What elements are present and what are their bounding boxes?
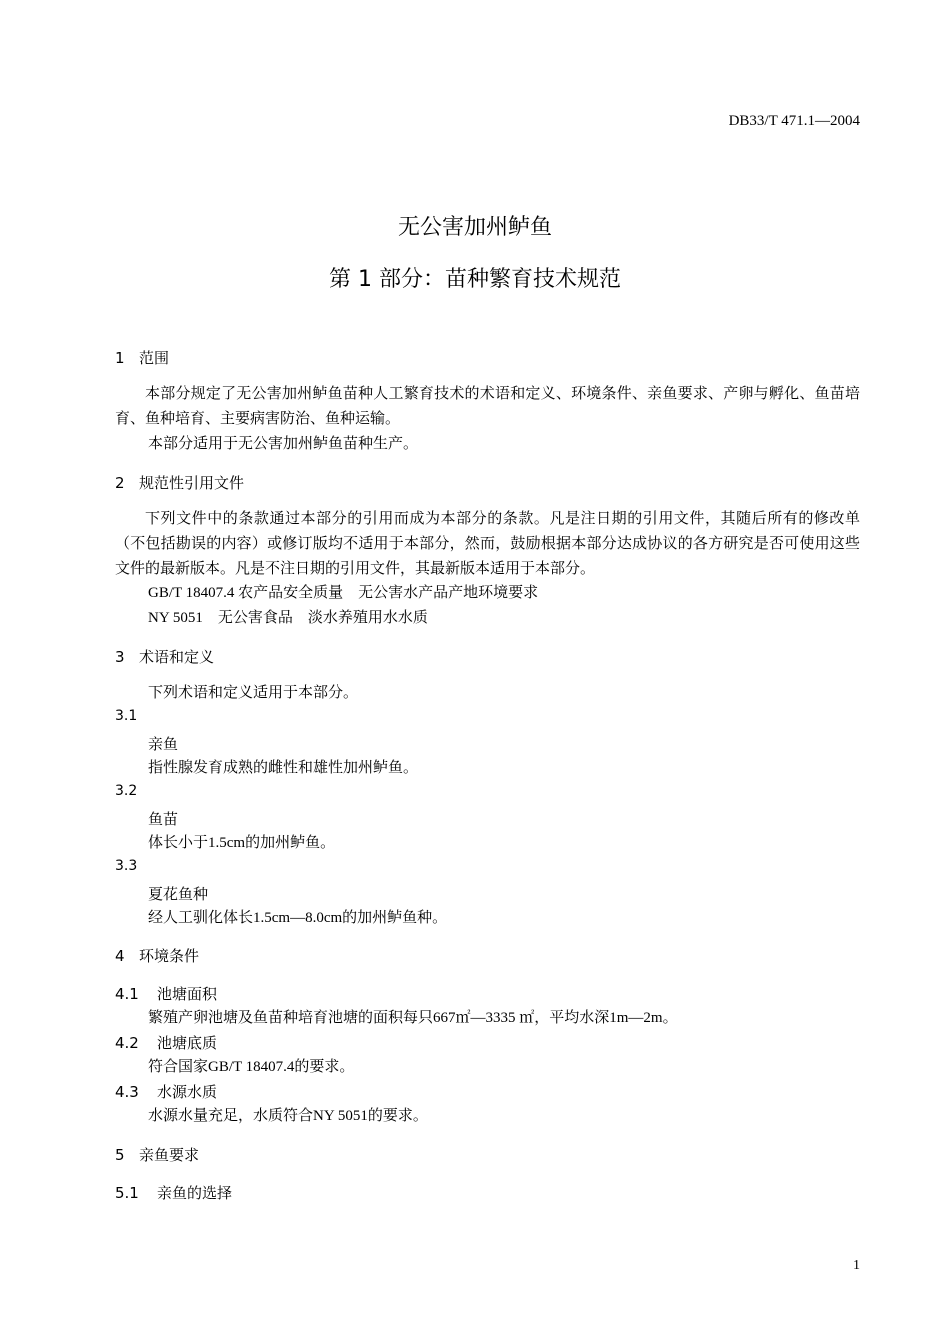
term-number: 3.3 (115, 858, 138, 874)
section-title: 术语和定义 (139, 648, 215, 666)
clause-text: 水源水量充足，水质符合NY 5051的要求。 (148, 1108, 428, 1124)
section-number: 2 (115, 474, 125, 492)
section-number: 3 (115, 648, 125, 666)
clause-title: 池塘底质 (157, 1034, 218, 1052)
section-number: 5 (115, 1146, 125, 1164)
section-heading-broodstock (115, 1144, 199, 1165)
term-definition: 体长小于1.5cm的加州鲈鱼。 (148, 835, 336, 851)
document-subtitle: 第 1 部分：苗种繁育技术规范 (329, 267, 621, 292)
clause-text: 符合国家GB/T 18407.4的要求。 (148, 1059, 355, 1075)
section-title: 规范性引用文件 (139, 474, 245, 492)
scope-paragraph: 本部分规定了无公害加州鲈鱼苗种人工繁育技术的术语和定义、环境条件、亲鱼要求、产卵与孵化、鱼苗培育、鱼种培育、主要病害防治、鱼种运输。 (115, 386, 860, 427)
section-heading-references (115, 472, 244, 493)
clause-title: 池塘面积 (157, 985, 218, 1003)
term-name: 鱼苗 (148, 810, 179, 828)
section-number: 4 (115, 947, 125, 965)
clause-number: 5.1 (115, 1184, 139, 1202)
clause-heading-pond-area (115, 983, 217, 1004)
section-heading-environment (115, 945, 199, 966)
clause-number: 4.3 (115, 1083, 139, 1101)
term-name: 亲鱼 (148, 735, 179, 753)
term-number: 3.1 (115, 708, 138, 724)
clause-number: 4.2 (115, 1034, 139, 1052)
clause-heading-water-source (115, 1081, 217, 1102)
clause-text: 繁殖产卵池塘及鱼苗种培育池塘的面积每只667㎡—3335 ㎡，平均水深1m—2m。 (148, 1010, 678, 1026)
clause-heading-broodstock-selection (115, 1182, 232, 1203)
section-heading-scope (115, 347, 169, 368)
term-definition: 经人工驯化体长1.5cm—8.0cm的加州鲈鱼种。 (148, 910, 448, 926)
section-title: 范围 (139, 349, 170, 367)
term-number: 3.2 (115, 783, 138, 799)
clause-heading-pond-bottom (115, 1032, 217, 1053)
term-definition: 指性腺发育成熟的雌性和雄性加州鲈鱼。 (148, 760, 419, 776)
terms-intro: 下列术语和定义适用于本部分。 (148, 685, 359, 701)
document-id: DB33/T 471.1—2004 (728, 113, 860, 129)
reference-item-ny: NY 5051 无公害食品 淡水养殖用水水质 (148, 610, 428, 626)
clause-title: 水源水质 (157, 1083, 218, 1101)
reference-item-gbt: GB/T 18407.4 农产品安全质量 无公害水产品产地环境要求 (148, 585, 539, 601)
term-name: 夏花鱼种 (148, 885, 209, 903)
document-title: 无公害加州鲈鱼 (397, 215, 552, 240)
scope-applicability: 本部分适用于无公害加州鲈鱼苗种生产。 (148, 436, 419, 452)
clause-number: 4.1 (115, 985, 139, 1003)
section-heading-terms (115, 646, 214, 667)
clause-title: 亲鱼的选择 (157, 1184, 233, 1202)
references-paragraph: 下列文件中的条款通过本部分的引用而成为本部分的条款。凡是注日期的引用文件，其随后所有的修改单（不包括勘误的内容）或修订版均不适用于本部分，然而，鼓励根据本部分达成协议的各方研究是否可使用这些文件的最新版本。凡是不注日期的引用文件，其最新版本适用于本部分。 (115, 511, 860, 577)
section-title: 亲鱼要求 (139, 1146, 200, 1164)
section-number: 1 (115, 349, 125, 367)
page-number: 1 (853, 1258, 860, 1273)
section-title: 环境条件 (139, 947, 200, 965)
